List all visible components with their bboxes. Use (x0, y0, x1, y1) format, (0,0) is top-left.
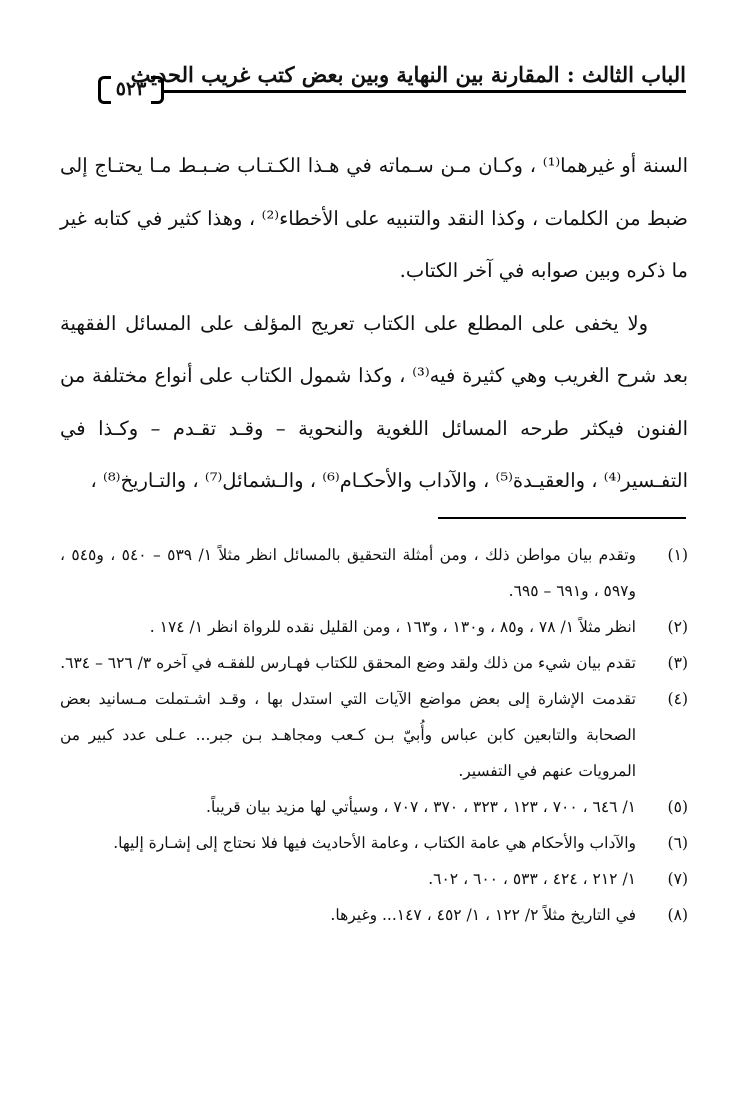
footnote (60, 789, 688, 825)
footnote-number: (٣) (667, 654, 688, 672)
footnote-number: (٦) (667, 834, 688, 852)
footnote-text: انظر مثلاً ١/ ٧٨ ، و٨٥ ، و١٣٠ ، و١٦٣ ، ومن القليل نقده للرواة انظر ١/ ١٧٤ . (149, 618, 636, 636)
paragraph-2: ولا يخفى على المطلع على الكتاب تعريج المؤلف على المسائل الفقهية بعد شرح الغريب وهي كثيرة فيه⁽³⁾ ، وكذا شمول الكتاب على أنواع مختلفة من الفنون فيكثر طرحه المسائل اللغوية والنحوية – وقـد تقـدم – وكـذا في التفـسير⁽⁴⁾ ، والعقيـدة⁽⁵⁾ ، والآداب والأحكـام⁽⁶⁾ ، والـشمائل⁽⁷⁾ ، والتـاريخ⁽⁸⁾ ، (60, 311, 688, 492)
footnote-number: (٥) (667, 798, 688, 816)
footnote (60, 681, 688, 789)
footnote-text: في التاريخ مثلاً ٢/ ١٢٢ ، ١/ ٤٥٢ ، ١٤٧... وغيرها. (330, 906, 636, 924)
footnotes (60, 537, 688, 933)
footnote (60, 537, 688, 609)
page-header (98, 62, 686, 100)
page-number: ٥٢٣ (98, 76, 164, 102)
footnote-text: ١/ ٢١٢ ، ٤٢٤ ، ٥٣٣ ، ٦٠٠ ، ٦٠٢. (428, 870, 636, 888)
footnote-text: والآداب والأحكام هي عامة الكتاب ، وعامة الأحاديث فيها فلا نحتاج إلى إشـارة إليها. (113, 834, 636, 852)
footnote-number: (٤) (667, 690, 688, 708)
footnote (60, 645, 688, 681)
footnote-separator (438, 517, 686, 519)
footnote-number: (١) (667, 546, 688, 564)
header-rule (164, 90, 686, 93)
footnote (60, 609, 688, 645)
paragraph-1: السنة أو غيرهما⁽¹⁾ ، وكـان مـن سـماته في هـذا الكـتـاب ضـبـط مـا يحتـاج إلى ضبط من الكلمات ، وكذا النقد والتنبيه على الأخطاء⁽²⁾ ، وهذا كثير في كتابه غير ما ذكره وبين صوابه في آخر الكتاب. (60, 154, 688, 282)
footnote-text: ١/ ٦٤٦ ، ٧٠٠ ، ١٢٣ ، ٣٢٣ ، ٣٧٠ ، ٧٠٧ ، وسيأتي لها مزيد بيان قريباً. (206, 798, 636, 816)
footnote-text: تقدمت الإشارة إلى بعض مواضع الآيات التي استدل بها ، وقـد اشـتملت مـسانيد بعض الصحابة والتابعين كابن عباس وأُبيّ بـن كـعب ومجاهـد بـن جبر... عـلى عدد كبير من المرويات عنهم في التفسير. (60, 690, 636, 780)
footnote (60, 825, 688, 861)
footnote (60, 897, 688, 933)
footnote-number: (٧) (667, 870, 688, 888)
main-text (60, 140, 688, 508)
footnote (60, 861, 688, 897)
footnote-number: (٨) (667, 906, 688, 924)
footnote-number: (٢) (667, 618, 688, 636)
footnote-text: تقدم بيان شيء من ذلك ولقد وضع المحقق للكتاب فهـارس للفقـه في آخره ٣/ ٦٢٦ – ٦٣٤. (60, 654, 636, 672)
chapter-title: الباب الثالث : المقارنة بين النهاية وبين بعض كتب غريب الحديث (130, 62, 686, 87)
footnote-text: وتقدم بيان مواطن ذلك ، ومن أمثلة التحقيق بالمسائل انظر مثلاً ١/ ٥٣٩ – ٥٤٠ ، و٥٤٥ ، و٥٩٧ ، و٦٩١ – ٦٩٥. (60, 546, 637, 600)
